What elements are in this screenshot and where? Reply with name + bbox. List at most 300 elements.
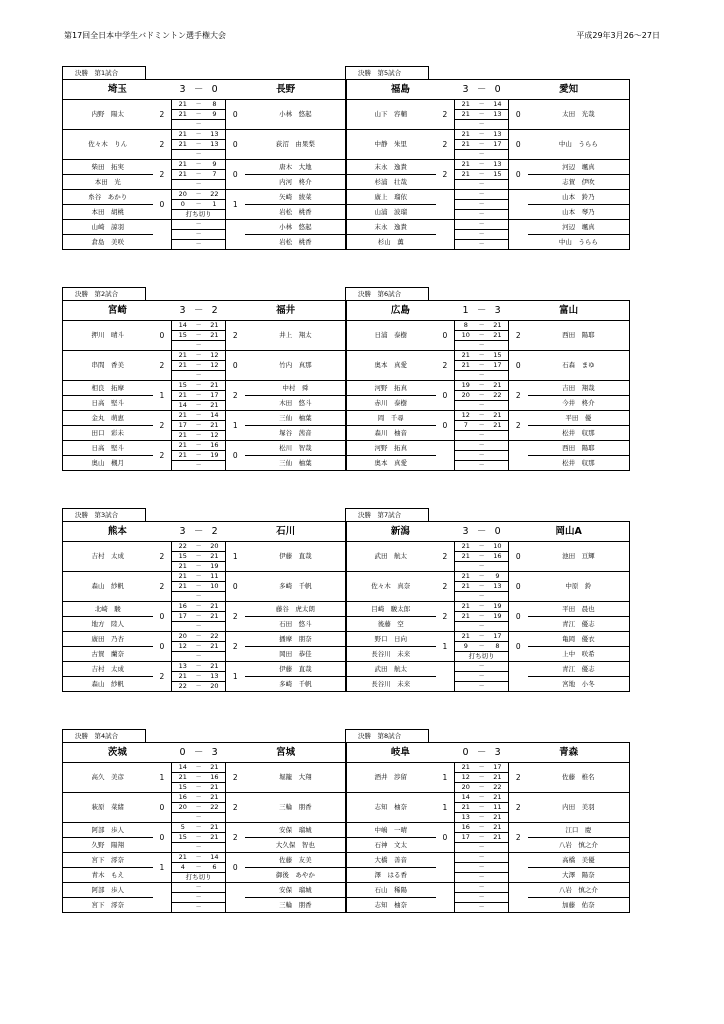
games-won-b: 2 <box>508 381 527 411</box>
match-label: 決勝 第2試合 <box>62 287 146 301</box>
player-b-name <box>528 763 630 793</box>
set-dash: － <box>476 682 487 692</box>
game-row <box>63 853 347 863</box>
player-name: 加藤 佑奈 <box>562 900 595 909</box>
team-header-row <box>346 522 630 542</box>
player-b-name <box>528 853 630 883</box>
set-dash: － <box>193 341 204 351</box>
player-name: 中嶋 一晴 <box>346 823 436 838</box>
games-won-b: 0 <box>508 542 527 572</box>
player-name: 澤 はる香 <box>374 870 407 879</box>
set-dash: － <box>193 843 204 853</box>
set-score-a: 21 <box>172 773 193 783</box>
set-score-a: 9 <box>455 642 476 652</box>
player-name: 廣田 乃杏 <box>63 632 153 647</box>
set-dash: － <box>193 823 204 833</box>
player-name: 安保 瑠城 <box>245 823 346 838</box>
set-score-b: 9 <box>204 160 225 170</box>
set-score-a: 10 <box>455 331 476 341</box>
set-dash: － <box>193 321 204 331</box>
games-won-b: 0 <box>225 160 244 190</box>
player-name: 奥本 真愛 <box>374 458 407 467</box>
set-score-b <box>487 230 508 240</box>
set-score-b <box>487 903 508 913</box>
player-a-name <box>346 793 436 823</box>
games-won-b: 0 <box>225 441 244 471</box>
set-score-b <box>487 562 508 572</box>
player-name: 森山 紗帆 <box>91 582 124 590</box>
set-score-b: 14 <box>204 853 225 863</box>
set-dash: － <box>193 542 204 552</box>
set-score-a: 20 <box>172 190 193 200</box>
set-score-a: 21 <box>455 110 476 120</box>
team-a-score: 1 <box>455 301 476 321</box>
set-dash: － <box>476 883 487 893</box>
player-name: 塚谷 茜音 <box>279 428 312 437</box>
set-score-a: 5 <box>172 823 193 833</box>
games-won-a: 2 <box>153 130 172 160</box>
set-dash: － <box>193 562 204 572</box>
set-score-a: 21 <box>172 361 193 371</box>
set-score-b: 21 <box>204 783 225 793</box>
set-score-b: 21 <box>204 612 225 622</box>
set-score-a: 15 <box>172 331 193 341</box>
set-score-a: 21 <box>455 803 476 813</box>
set-score-b: 22 <box>487 783 508 793</box>
set-score-b: 21 <box>204 381 225 391</box>
game-row <box>346 823 630 833</box>
set-score-b: 6 <box>204 863 225 873</box>
player-b-name <box>245 883 347 913</box>
game-row <box>63 100 347 110</box>
set-dash: － <box>476 361 487 371</box>
game-row <box>63 411 347 421</box>
games-won-a: 1 <box>436 763 455 793</box>
set-score-b: 8 <box>487 642 508 652</box>
set-score-a: 21 <box>455 552 476 562</box>
game-row <box>346 602 630 612</box>
player-a-name <box>346 823 436 853</box>
player-name: 北崎 駿 <box>63 602 153 617</box>
set-score-a: 15 <box>172 381 193 391</box>
game-row <box>63 190 347 200</box>
set-score-a <box>455 431 476 441</box>
player-name: 岡田 恭佳 <box>279 649 312 658</box>
retired-note: 打ち切り <box>455 652 509 662</box>
player-name: 播摩 朋奈 <box>245 632 346 647</box>
player-name: 奥本 真愛 <box>374 361 407 369</box>
player-name: 三輪 朋香 <box>279 900 312 909</box>
set-score-b <box>487 210 508 220</box>
set-dash: － <box>476 793 487 803</box>
score-dash: － <box>193 80 204 100</box>
set-dash: － <box>476 240 487 250</box>
player-name: 唐木 大地 <box>245 160 346 175</box>
games-won-a: 0 <box>436 381 455 411</box>
player-name: 本田 光 <box>94 177 121 186</box>
player-name: 荻沼 由果梨 <box>275 140 315 148</box>
game-row <box>346 411 630 421</box>
set-score-b: 12 <box>204 361 225 371</box>
player-b-name <box>245 190 347 220</box>
game-row <box>346 100 630 110</box>
games-won-a: 0 <box>153 632 172 662</box>
player-a-name <box>346 411 436 441</box>
player-a-name <box>63 411 153 441</box>
set-score-b <box>204 903 225 913</box>
set-dash: － <box>193 441 204 451</box>
set-dash: － <box>193 120 204 130</box>
set-score-a: 20 <box>172 803 193 813</box>
set-score-b <box>487 863 508 873</box>
set-score-a: 21 <box>172 411 193 421</box>
player-name: 佐藤 友美 <box>245 853 346 868</box>
set-score-a <box>455 853 476 863</box>
player-name: 久野 陽翔 <box>91 840 124 849</box>
set-score-b: 22 <box>204 803 225 813</box>
games-won-b <box>508 190 527 220</box>
set-dash: － <box>476 823 487 833</box>
player-b-name <box>528 411 630 441</box>
set-score-a: 21 <box>455 572 476 582</box>
game-row <box>346 351 630 361</box>
set-dash: － <box>193 381 204 391</box>
set-score-a <box>455 341 476 351</box>
team-a-name: 広島 <box>346 301 455 321</box>
player-name: 倉島 美咲 <box>91 237 124 246</box>
set-score-a <box>455 562 476 572</box>
player-b-name <box>245 763 347 793</box>
player-name: 中山 うらら <box>558 140 598 148</box>
player-name: 佐藤 椎名 <box>562 773 595 781</box>
player-name: 青江 優志 <box>528 662 629 677</box>
set-dash: － <box>476 582 487 592</box>
player-name: 古賀 蘭奈 <box>91 649 124 658</box>
team-b-score: 2 <box>204 522 225 542</box>
player-b-name <box>528 793 630 823</box>
set-dash: － <box>476 562 487 572</box>
set-dash: － <box>193 893 204 903</box>
games-won-a: 2 <box>436 130 455 160</box>
player-name: 多崎 千帆 <box>279 679 312 688</box>
set-score-b: 14 <box>204 411 225 421</box>
set-dash: － <box>193 150 204 160</box>
player-name: 伊藤 直哉 <box>245 662 346 677</box>
game-row <box>346 572 630 582</box>
set-score-a: 21 <box>172 130 193 140</box>
player-a-name <box>346 632 436 662</box>
match-table <box>62 300 347 471</box>
set-score-b <box>204 883 225 893</box>
set-dash: － <box>476 813 487 823</box>
set-score-a <box>455 451 476 461</box>
player-b-name <box>245 572 347 602</box>
player-b-name <box>245 632 347 662</box>
games-won-b <box>225 220 244 250</box>
set-score-b: 19 <box>487 602 508 612</box>
games-won-a <box>436 441 455 471</box>
set-score-a: 21 <box>455 170 476 180</box>
player-a-name <box>346 220 436 250</box>
set-dash: － <box>476 391 487 401</box>
set-score-b <box>487 240 508 250</box>
team-header-row <box>346 80 630 100</box>
games-won-a: 2 <box>436 542 455 572</box>
set-dash: － <box>193 652 204 662</box>
games-won-b: 2 <box>508 321 527 351</box>
team-b-name: 長野 <box>225 80 346 100</box>
set-score-a <box>172 230 193 240</box>
player-b-name <box>528 381 630 411</box>
player-name: 長谷川 未来 <box>371 649 411 658</box>
game-row <box>63 542 347 552</box>
games-won-b: 0 <box>225 351 244 381</box>
match-table <box>345 300 630 471</box>
player-name: 末永 逸貴 <box>346 160 436 175</box>
player-name: 三輪 朋香 <box>279 803 312 811</box>
game-row <box>63 572 347 582</box>
player-name: 吉田 翔哉 <box>528 381 629 396</box>
player-name: 青江 優志 <box>562 619 595 628</box>
set-score-b: 1 <box>204 200 225 210</box>
set-score-b: 21 <box>487 331 508 341</box>
player-b-name <box>528 100 630 130</box>
team-header-row <box>346 301 630 321</box>
set-score-b <box>204 150 225 160</box>
score-dash: － <box>193 301 204 321</box>
set-dash: － <box>193 833 204 843</box>
player-a-name <box>346 662 436 692</box>
set-dash: － <box>193 130 204 140</box>
player-name: 石田 悠斗 <box>279 619 312 628</box>
set-score-b: 21 <box>487 411 508 421</box>
player-name: 杉浦 壮哉 <box>374 177 407 186</box>
set-dash: － <box>193 220 204 230</box>
player-name: 松井 収那 <box>562 428 595 437</box>
player-a-name <box>346 542 436 572</box>
game-row <box>63 632 347 642</box>
set-score-b <box>204 240 225 250</box>
player-name: 安保 瑠城 <box>245 883 346 898</box>
set-score-a: 14 <box>172 321 193 331</box>
player-name: 山本 鈴乃 <box>528 190 629 205</box>
set-dash: － <box>193 431 204 441</box>
score-dash: － <box>193 522 204 542</box>
game-row <box>346 542 630 552</box>
games-won-a <box>153 883 172 913</box>
games-won-a <box>153 220 172 250</box>
set-dash: － <box>476 160 487 170</box>
set-score-a: 21 <box>455 140 476 150</box>
set-score-b <box>487 672 508 682</box>
game-row <box>63 351 347 361</box>
set-score-b <box>487 592 508 602</box>
games-won-b: 2 <box>508 823 527 853</box>
set-score-b: 16 <box>204 773 225 783</box>
game-row <box>346 853 630 863</box>
set-score-a: 21 <box>455 632 476 642</box>
team-b-score: 3 <box>487 301 508 321</box>
set-score-b: 20 <box>204 542 225 552</box>
set-score-a <box>455 662 476 672</box>
set-dash: － <box>476 632 487 642</box>
player-b-name <box>528 632 630 662</box>
set-score-b <box>487 883 508 893</box>
match-table <box>345 79 630 250</box>
set-dash: － <box>193 461 204 471</box>
player-name: 小林 悠起 <box>279 110 312 118</box>
player-a-name <box>346 351 436 381</box>
player-b-name <box>245 160 347 190</box>
player-name: 本田 胡桃 <box>91 207 124 216</box>
set-dash: － <box>193 863 204 873</box>
player-a-name <box>63 190 153 220</box>
player-b-name <box>245 602 347 632</box>
set-score-a: 16 <box>172 602 193 612</box>
set-score-b: 11 <box>204 572 225 582</box>
set-dash: － <box>193 763 204 773</box>
player-name: 山下 容輔 <box>374 110 407 118</box>
set-score-a <box>172 371 193 381</box>
set-dash: － <box>476 612 487 622</box>
match-table <box>62 521 347 692</box>
set-score-a <box>455 672 476 682</box>
player-b-name <box>528 572 630 602</box>
player-name: 宮地 小冬 <box>562 679 595 688</box>
set-score-b <box>487 622 508 632</box>
set-score-a: 12 <box>172 642 193 652</box>
team-header-row <box>63 743 347 763</box>
set-dash: － <box>476 421 487 431</box>
player-name: 青木 もえ <box>91 870 124 879</box>
team-b-score: 2 <box>204 301 225 321</box>
set-dash: － <box>476 833 487 843</box>
set-score-b <box>487 873 508 883</box>
player-b-name <box>245 100 347 130</box>
games-won-b: 2 <box>225 823 244 853</box>
set-dash: － <box>476 592 487 602</box>
player-b-name <box>528 602 630 632</box>
games-won-b <box>508 441 527 471</box>
set-dash: － <box>476 642 487 652</box>
player-a-name <box>346 100 436 130</box>
set-dash: － <box>476 672 487 682</box>
games-won-a: 1 <box>436 632 455 662</box>
set-score-a <box>455 592 476 602</box>
set-score-a: 21 <box>172 100 193 110</box>
set-dash: － <box>476 180 487 190</box>
game-row <box>346 381 630 391</box>
set-score-b: 13 <box>487 582 508 592</box>
set-score-a: 21 <box>172 391 193 401</box>
set-dash: － <box>193 140 204 150</box>
set-score-a: 16 <box>172 793 193 803</box>
set-score-a: 22 <box>172 542 193 552</box>
set-dash: － <box>476 371 487 381</box>
set-score-a: 21 <box>172 562 193 572</box>
set-score-a: 19 <box>455 381 476 391</box>
set-score-b <box>204 893 225 903</box>
set-score-b <box>204 230 225 240</box>
set-dash: － <box>476 401 487 411</box>
team-a-score: 3 <box>172 80 193 100</box>
player-a-name <box>63 823 153 853</box>
player-name: 佐々木 りん <box>88 140 128 148</box>
set-score-b <box>204 341 225 351</box>
game-row <box>63 763 347 773</box>
retired-note: 打ち切り <box>172 210 226 220</box>
game-row <box>63 823 347 833</box>
team-a-name: 熊本 <box>63 522 172 542</box>
set-score-a <box>172 813 193 823</box>
set-score-b <box>487 843 508 853</box>
set-score-b: 22 <box>204 190 225 200</box>
games-won-b: 0 <box>225 853 244 883</box>
set-score-b: 7 <box>204 170 225 180</box>
game-row <box>63 883 347 893</box>
player-name: 志知 柚奈 <box>374 900 407 909</box>
games-won-b <box>508 853 527 883</box>
team-a-name: 岐阜 <box>346 743 455 763</box>
set-score-b <box>487 180 508 190</box>
player-name: 松井 収那 <box>562 458 595 467</box>
team-header-row <box>63 522 347 542</box>
set-score-a: 16 <box>455 823 476 833</box>
set-score-b: 19 <box>487 612 508 622</box>
set-dash: － <box>193 401 204 411</box>
set-score-a <box>455 210 476 220</box>
set-score-a: 21 <box>455 582 476 592</box>
match-table <box>345 521 630 692</box>
set-dash: － <box>193 622 204 632</box>
set-score-a: 21 <box>455 361 476 371</box>
set-score-a <box>172 652 193 662</box>
set-score-a: 8 <box>455 321 476 331</box>
set-score-a <box>172 843 193 853</box>
set-score-a <box>172 592 193 602</box>
player-name: 三仙 柚葉 <box>245 411 346 426</box>
team-header-row <box>63 301 347 321</box>
set-score-a <box>455 873 476 883</box>
set-dash: － <box>476 662 487 672</box>
set-score-b: 13 <box>487 110 508 120</box>
set-score-a: 21 <box>172 441 193 451</box>
player-name: 日高 堅斗 <box>91 398 124 407</box>
player-name: 大澤 陽奈 <box>562 870 595 879</box>
set-dash: － <box>193 371 204 381</box>
score-dash: － <box>476 80 487 100</box>
set-score-a: 22 <box>172 682 193 692</box>
game-row <box>346 763 630 773</box>
set-score-a: 21 <box>172 582 193 592</box>
set-score-a: 21 <box>172 351 193 361</box>
player-name: 西田 陽耶 <box>562 331 595 339</box>
set-score-a: 21 <box>172 572 193 582</box>
match-label: 決勝 第6試合 <box>345 287 429 301</box>
set-dash: － <box>476 461 487 471</box>
score-dash: － <box>476 301 487 321</box>
set-dash: － <box>193 883 204 893</box>
player-name: 日高 堅斗 <box>63 441 153 456</box>
player-name: 大久保 智也 <box>275 840 315 849</box>
games-won-a <box>436 853 455 883</box>
set-dash: － <box>193 170 204 180</box>
set-score-a: 21 <box>172 431 193 441</box>
set-dash: － <box>193 100 204 110</box>
player-b-name <box>245 130 347 160</box>
set-score-a: 14 <box>172 401 193 411</box>
set-dash: － <box>193 411 204 421</box>
